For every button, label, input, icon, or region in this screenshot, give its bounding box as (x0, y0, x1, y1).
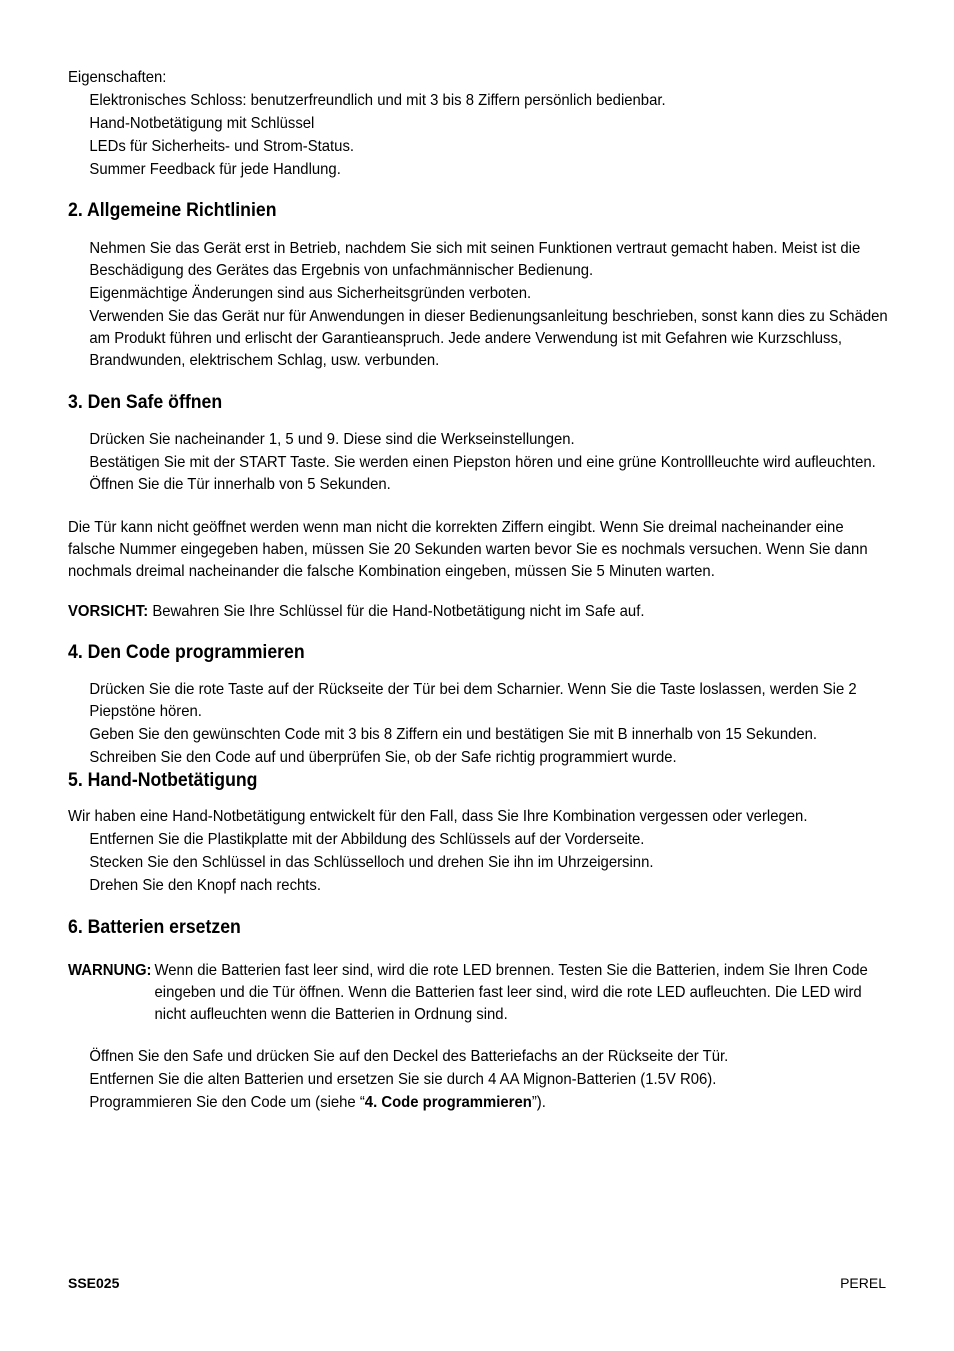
paragraph: Verwenden Sie das Gerät nur für Anwendungen in dieser Bedienungsanleitung beschrieben, sonst kann dies zu Schäden am Produkt führen und erlischt der Garantieanspruch. Jede andere Verwendung ist mit Gefahren wie Kurzschluss, Brandwunden, elektrischem Schlag, usw. verbunden. (89, 308, 888, 369)
section-heading-4: 4. Den Code programmieren (68, 642, 305, 663)
section-5-body (68, 806, 886, 897)
step: Entfernen Sie die Plastikplatte mit der Abbildung des Schlüssels auf der Vorderseite. (89, 831, 645, 848)
section-heading-3: 3. Den Safe öffnen (68, 392, 223, 413)
step: Öffnen Sie die Tür innerhalb von 5 Sekunden. (89, 476, 391, 493)
section-3-note (68, 517, 886, 583)
section-heading-5: 5. Hand-Notbetätigung (68, 770, 258, 791)
caution-line (68, 601, 886, 623)
section-heading-6: 6. Batterien ersetzen (68, 917, 241, 938)
step: Stecken Sie den Schlüssel in das Schlüsselloch und drehen Sie ihn im Uhrzeigersinn. (89, 854, 654, 871)
feature-item: LEDs für Sicherheits- und Strom-Status. (89, 138, 355, 155)
warning-text: Wenn die Batterien fast leer sind, wird die rote LED brennen. Testen Sie die Batterien, indem Sie Ihren Code eingeben und die Tür öffnen. Wenn die Batterien fast leer sind, wird die rote LED aufleuchten. Die LED wird nicht aufleuchten wenn die Batterien in Ordnung sind. (154, 962, 868, 1023)
step: Geben Sie den gewünschten Code mit 3 bis 8 Ziffern ein und bestätigen Sie mit B innerhalb von 15 Sekunden. (89, 726, 818, 743)
step-text: Programmieren Sie den Code um (siehe “ (89, 1094, 365, 1111)
footer-brand: PEREL (840, 1275, 886, 1291)
caution-text: Bewahren Sie Ihre Schlüssel für die Hand-Notbetätigung nicht im Safe auf. (148, 603, 645, 620)
feature-item: Elektronisches Schloss: benutzerfreundlich und mit 3 bis 8 Ziffern persönlich bedienbar. (89, 92, 666, 109)
document-page (68, 67, 886, 1114)
step: Öffnen Sie den Safe und drücken Sie auf den Deckel des Batteriefachs an der Rückseite der Tür. (89, 1048, 729, 1065)
features-block (68, 67, 886, 181)
step-text: ”). (531, 1094, 546, 1111)
paragraph: Nehmen Sie das Gerät erst in Betrieb, nachdem Sie sich mit seinen Funktionen vertraut gemacht haben. Meist ist die Beschädigung des Gerätes das Ergebnis von unfachmännischer Bedienung. (89, 240, 861, 279)
feature-item: Hand-Notbetätigung mit Schlüssel (89, 115, 315, 132)
caution-label: VORSICHT: (68, 603, 149, 620)
page-footer (68, 1272, 886, 1294)
step: Entfernen Sie die alten Batterien und ersetzen Sie sie durch 4 AA Mignon-Batterien (1.5V R06). (89, 1071, 717, 1088)
step: Schreiben Sie den Code auf und überprüfen Sie, ob der Safe richtig programmiert wurde. (89, 749, 677, 766)
features-title: Eigenschaften: (68, 69, 167, 86)
section-heading-2: 2. Allgemeine Richtlinien (68, 200, 277, 221)
paragraph: Eigenmächtige Änderungen sind aus Sicherheitsgründen verboten. (89, 285, 532, 302)
step: Drücken Sie die rote Taste auf der Rückseite der Tür bei dem Scharnier. Wenn Sie die Taste loslassen, werden Sie 2 Piepstöne hören. (89, 681, 857, 720)
section-6-steps (68, 1046, 907, 1114)
step: Drehen Sie den Knopf nach rechts. (89, 877, 322, 894)
step: Drücken Sie nacheinander 1, 5 und 9. Diese sind die Werkseinstellungen. (89, 431, 575, 448)
warning-block (68, 960, 886, 1026)
step: Bestätigen Sie mit der START Taste. Sie werden einen Piepston hören und eine grüne Kontrollleuchte wird aufleuchten. (89, 454, 876, 471)
paragraph: Die Tür kann nicht geöffnet werden wenn man nicht die korrekten Ziffern eingibt. Wenn Sie dreimal nacheinander eine falsche Nummer eingegeben haben, müssen Sie 20 Sekunden warten bevor Sie es nochmals versuchen. Wenn Sie dann nochmals dreimal nacheinander die falsche Kombination eingeben, müssen Sie 5 Minuten warten. (68, 519, 868, 580)
step (89, 1092, 907, 1114)
warning-label: WARNUNG: (68, 962, 152, 979)
feature-item: Summer Feedback für jede Handlung. (89, 161, 341, 178)
section-2-body (68, 238, 907, 372)
footer-model: SSE025 (68, 1275, 120, 1291)
section-reference: 4. Code programmieren (364, 1094, 532, 1111)
paragraph: Wir haben eine Hand-Notbetätigung entwickelt für den Fall, dass Sie Ihre Kombination vergessen oder verlegen. (68, 808, 808, 825)
section-3-steps (68, 429, 907, 496)
section-4-steps (68, 679, 907, 769)
